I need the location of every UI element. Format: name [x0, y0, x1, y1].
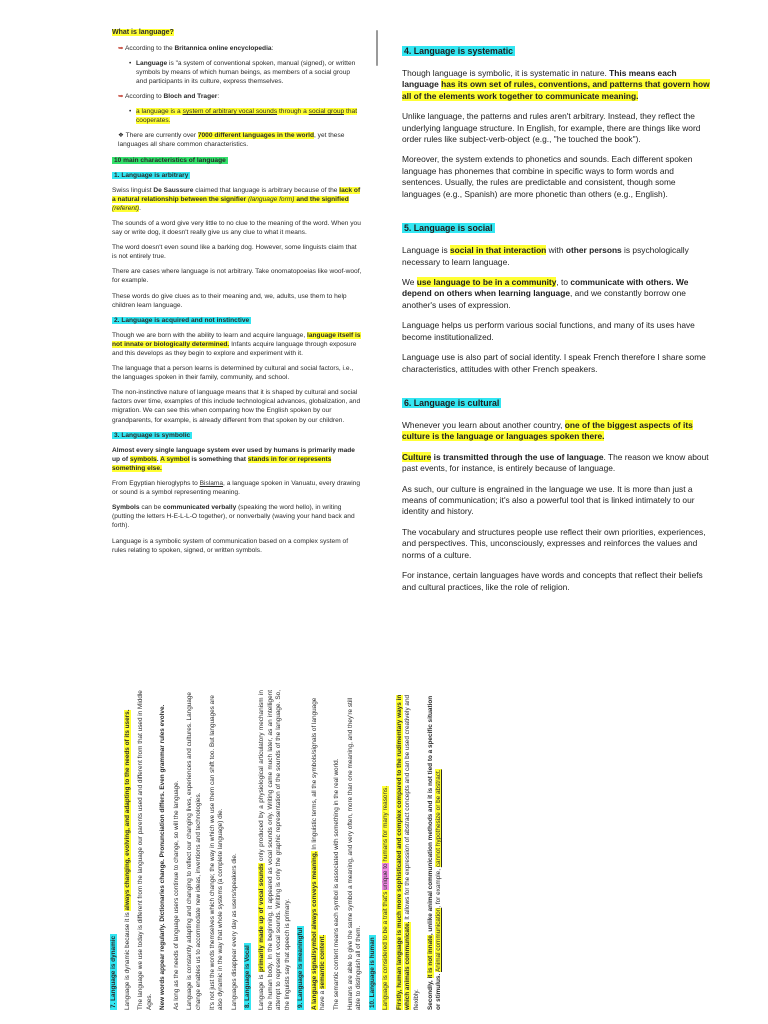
diamond-icon: ❖	[118, 132, 124, 140]
paragraph: Though language is symbolic, it is systematic in nature. This means each language has its own set of rules, conventions, and patterns that govern how all of the elements work together to communicate meaning.	[402, 67, 710, 101]
heading-human: 10. Language is human	[368, 937, 376, 1008]
paragraph: Language is considered to be a trait that's unique to humans for many reasons.	[382, 786, 390, 1010]
definition-1: • Language is "a system of conventional spoken, manual (signed), or written symbols by means of which human beings, as members of a social group and participants in its culture, express themselves.	[136, 59, 362, 86]
paragraph: There are cases where language is not arbitrary. Take onomatopoeias like woof-woof, for example.	[112, 268, 362, 285]
language-count: ❖ There are currently over 7000 different languages in the world, yet these languages all share common characteristics.	[118, 132, 345, 149]
paragraph: Language is constantly adapting and changing to reflect our changing lives, experiences and cultures. Language change enables us to accommodate new ideas, inventions and technologies.	[186, 692, 203, 1010]
paragraph: Language use is also part of social identity. I speak French therefore I share some characteristics, attitudes with other French speakers.	[402, 352, 706, 374]
paragraph: Symbols can be communicated verbally (speaking the word hello), in writing (putting the letters H-E-L-L-O together), or nonverbally (waving your hand back and forth).	[112, 504, 355, 530]
heading-symbolic: 3. Language is symbolic	[114, 431, 191, 439]
rotated-section	[110, 690, 710, 1010]
paragraph: Language is a symbolic system of communication based on a complex system of rules relating to spoken, signed, or written symbols.	[112, 537, 349, 554]
column-divider	[376, 30, 378, 66]
paragraph: Swiss linguist De Saussure claimed that language is arbitrary because of the lack of a natural relationship between the signifier (language form) and the signified (referent).	[112, 186, 361, 212]
paragraph: Humans are able to give the same symbol a meaning, and very often, more than one meaning, and they're still able to distinguish all of them.	[346, 697, 363, 1010]
rotated-content	[110, 690, 710, 1010]
paragraph: The sounds of a word give very little to no clue to the meaning of the word. When you say or write dog, it doesn't really give us any clue to what it means.	[112, 219, 361, 237]
bloch-trager-line: ➥ According to Bloch and Trager:	[118, 93, 220, 101]
heading-dynamic: 7. Language is dynamic	[110, 935, 117, 1008]
paragraph: The language we use today is different from the language our parents used and different from that used in Middle Ages.	[137, 690, 153, 1010]
heading-arbitrary: 1. Language is arbitrary	[114, 171, 189, 179]
paragraph: Language is primarily made up of vocal sounds only produced by a physiological articulatory mechanism in the human body. In the beginning, it appeared as vocal sounds only. Writing came much later, as an intelligent attempt to represent vocal sounds. Writing is only the graphic representation of the sounds of the language. So, the linguists say that speech is primary.	[257, 690, 291, 1010]
paragraph: We use language to be in a community, to communicate with others. We depend on others when learning language, and we constantly borrow one another's uses of expression.	[402, 276, 689, 310]
paragraph: Almost every single language system ever used by humans is primarily made up of symbols. A symbol is something that stands in for or represents something else.	[112, 446, 355, 472]
paragraph: Culture is transmitted through the use of language. The reason we know about past events, for instance, is entirely because of language.	[402, 451, 709, 474]
paragraph: Languages disappear every day as users/speakers die.	[230, 853, 238, 1010]
paragraph: The vocabulary and structures people use reflect their own priorities, experiences, and perspectives. This, unconsciously, expresses and reinforces the values and norms of a culture.	[402, 526, 706, 560]
left-column	[112, 28, 362, 561]
right-column	[402, 46, 714, 602]
paragraph: Language is social in that interaction with other persons is psychologically necessary to learn language.	[402, 245, 689, 267]
paragraph: Though we are born with the ability to learn and acquire language, language itself is not innate or biologically determined. Infants acquire language through exposure and this develops as they begin to explore and experiment with it.	[112, 331, 361, 357]
heading-cultural: 6. Language is cultural	[404, 397, 500, 408]
rotated-text-column	[110, 690, 449, 1010]
main-heading: 10 main characteristics of language	[114, 156, 226, 164]
paragraph: Whenever you learn about another country, one of the biggest aspects of its culture is the language or languages spoken there.	[402, 419, 693, 442]
paragraph: Firstly, human language is much more sophisticated and complex compared to the rudimentary ways in which animals communicate. It allows for the expression of abstract concepts and can be used creatively and flexibly.	[395, 694, 421, 1010]
paragraph: Unlike language, the patterns and rules aren't arbitrary. Instead, they reflect the underlying language structure. In English, for example, there are things like word order rules like subject-verb-object (e.g., "he touched the book").	[402, 111, 701, 145]
arrow-icon: ➥	[118, 44, 124, 52]
heading-systematic: 4. Language is systematic	[404, 46, 514, 56]
paragraph: The semantic content means each symbol is associated with something in the real world.	[332, 758, 340, 1010]
heading-social: 5. Language is social	[404, 223, 493, 234]
paragraph: The word doesn't even sound like a barking dog. However, some linguists claim that is not entirely true.	[112, 244, 357, 261]
paragraph: A language signal/symbol always conveys meaning, In linguistic terms, all the symbols/signals of language have a semantic content.	[310, 697, 327, 1010]
paragraph: New words appear regularly. Dictionaries change. Pronunciation differs. Even grammar rules evolve.	[159, 704, 167, 1010]
paragraph: Language helps us perform various social functions, and many of its uses have become institutionalized.	[402, 320, 695, 342]
paragraph: Language is dynamic because it is always changing, evolving, and adapting to the needs of its users.	[123, 709, 131, 1010]
paragraph: The language that a person learns is determined by cultural and social factors, i.e., the languages spoken in their family, community, and school.	[112, 365, 354, 382]
britannica-line: ➥ According to the Britannica online encyclopedia:	[118, 44, 274, 52]
paragraph: As such, our culture is engrained in the language we use. It is more than just a means of communication; it's also a powerful tool that is linked intimately to our identity and history.	[402, 483, 695, 517]
paragraph: The non-instinctive nature of language means that it is shaped by cultural and social factors over time, examples of this include technological advances, globalization, and migration. We can see this when comparing how the English spoken by our grandparents, for example, is already different from that spoken by our children.	[112, 389, 361, 424]
heading-meaningful: 9. Language is meaningful	[297, 927, 305, 1008]
heading-vocal: 8. Language is Vocal	[244, 945, 252, 1008]
paragraph: From Egyptian hieroglyphs to Bislama, a language spoken in Vanuatu, every drawing or sound is a symbol representing meaning.	[112, 480, 361, 497]
heading-acquired: 2. Language is acquired and not instinctive	[114, 316, 250, 324]
definition-2: • a language is a system of arbitrary vocal sounds through a social group that cooperates.	[136, 107, 362, 125]
paragraph: Moreover, the system extends to phonetics and sounds. Each different spoken language has phonemes that combine in specific ways to form words and sentences. Usually, the rules are predictable and consistent, though some languages (e.g., Spanish) are more phonetic than others (e.g., English).	[402, 154, 693, 199]
paragraph: Secondly, it is not innate, unlike animal communication methods and it is not tied to a specific situation or stimulus. Animal communication, for example, cannot hypothesize or be abstract.	[426, 695, 443, 1010]
paragraph: As long as the needs of language users continue to change, so will the language.	[172, 780, 180, 1010]
paragraph: These words do give clues as to their meaning and, we, adults, use them to help children learn language.	[112, 292, 347, 309]
page-title: What is language?	[112, 29, 174, 36]
arrow-icon: ➥	[118, 93, 124, 101]
paragraph: For instance, certain languages have words and concepts that reflect their beliefs and cultural practices, like the role of religion.	[402, 570, 703, 592]
paragraph: It's not just the words themselves which change; the way in which we use them can shift too. But languages are also dynamic in the way that whole systems (a complete language) die.	[208, 695, 225, 1010]
